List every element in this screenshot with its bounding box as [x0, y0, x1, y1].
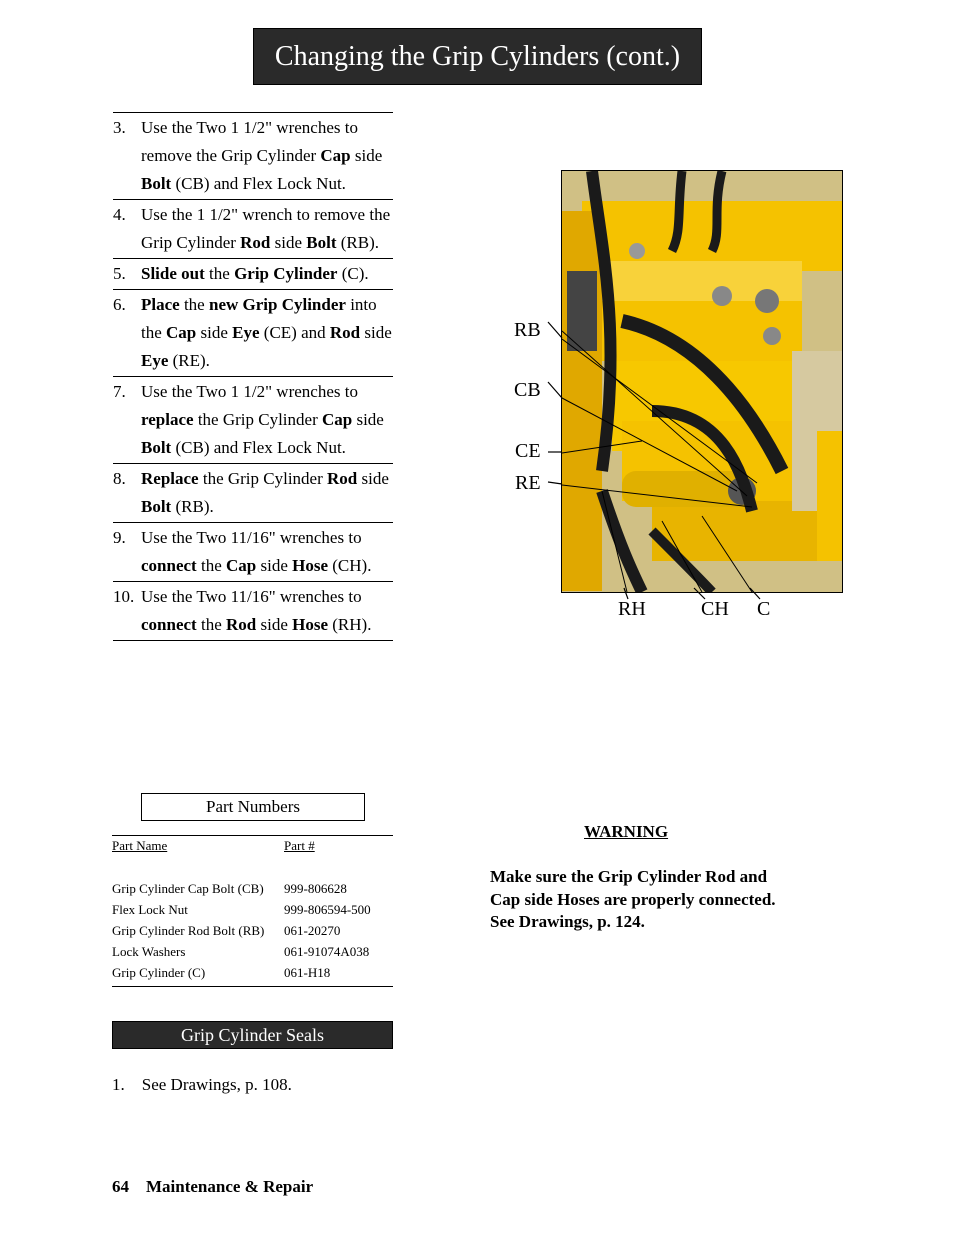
- part-numbers-table: [112, 835, 393, 987]
- step-text-run: (RE).: [168, 351, 210, 370]
- step-text-run: the: [196, 556, 226, 575]
- step-text-bold: new Grip Cylinder: [208, 295, 346, 314]
- grip-cylinder-photo: [561, 170, 843, 593]
- step-text-bold: connect: [141, 556, 197, 575]
- step-text-bold: Rod: [240, 233, 271, 252]
- step-item: [113, 112, 393, 199]
- step-text-run: the: [179, 295, 209, 314]
- step-text-bold: Grip Cylinder: [234, 264, 338, 283]
- step-item: [113, 522, 393, 581]
- step-text-bold: Cap: [166, 323, 197, 342]
- step-text-bold: Rod: [327, 469, 358, 488]
- warning-heading: WARNING: [584, 822, 669, 841]
- step-text-bold: Cap: [226, 556, 257, 575]
- part-name-cell: Lock Washers: [112, 943, 186, 959]
- step-text-bold: Bolt: [141, 438, 172, 457]
- step-item: [113, 581, 393, 641]
- part-number-cell: 061-H18: [284, 964, 331, 980]
- step-text-run: side: [256, 615, 293, 634]
- part-number-cell: 999-806628: [284, 880, 347, 896]
- step-number: 9.: [113, 528, 126, 547]
- step-text: [141, 465, 393, 521]
- step-text-run: side: [350, 146, 383, 165]
- step-text-bold: Slide out: [141, 264, 205, 283]
- table-row: [112, 962, 393, 983]
- part-numbers-heading: Part Numbers: [141, 793, 365, 821]
- step-text-bold: Rod: [226, 615, 257, 634]
- step-text-run: Use the Two 11/16" wrenches to: [141, 528, 362, 547]
- part-name-cell: Grip Cylinder Rod Bolt (RB): [112, 922, 265, 938]
- grip-cylinder-seals-heading: Grip Cylinder Seals: [112, 1021, 393, 1049]
- step-text-bold: Bolt: [141, 497, 172, 516]
- step-number: 3.: [113, 118, 126, 137]
- table-header: [112, 836, 393, 868]
- part-number-cell: 061-91074A038: [284, 943, 370, 959]
- step-text-bold: Replace: [141, 469, 199, 488]
- step-text-run: side: [357, 469, 389, 488]
- step-text-bold: Hose: [292, 615, 329, 634]
- step-text-run: Use the Two 11/16" wrenches to: [141, 587, 362, 606]
- page-title: Changing the Grip Cylinders (cont.): [274, 40, 681, 72]
- step-text-bold: Hose: [292, 556, 329, 575]
- seals-list-item: 1. See Drawings, p. 108.: [112, 1075, 292, 1094]
- table-body: [112, 868, 393, 986]
- label-leader-lines: [540, 310, 570, 510]
- step-text-run: Use the Two 1 1/2" wrenches to: [141, 382, 358, 401]
- step-text-run: Use the Two 1 1/2" wrenches to remove the Grip Cylinder: [141, 118, 358, 165]
- step-text-bold: Bolt: [306, 233, 337, 252]
- step-text-run: the: [204, 264, 235, 283]
- part-number-cell: 999-806594-500: [284, 901, 371, 917]
- step-text-run: the: [196, 615, 226, 634]
- step-text: [141, 291, 393, 375]
- step-text-run: (CB) and Flex Lock Nut.: [171, 174, 346, 193]
- col-part-name: Part Name: [112, 838, 168, 853]
- step-text-bold: Bolt: [141, 174, 172, 193]
- step-text-bold: Eye: [232, 323, 260, 342]
- step-text: [141, 114, 393, 198]
- step-text-bold: replace: [141, 410, 194, 429]
- label-rb: RB: [514, 319, 541, 341]
- step-text-bold: connect: [141, 615, 197, 634]
- part-name-cell: Grip Cylinder (C): [112, 964, 206, 980]
- label-re: RE: [515, 472, 541, 494]
- col-part-number: Part #: [284, 838, 315, 853]
- part-name-cell: Grip Cylinder Cap Bolt (CB): [112, 880, 264, 896]
- step-text: [141, 583, 393, 639]
- step-number: 5.: [113, 264, 126, 283]
- step-text: [141, 260, 393, 288]
- step-text-run: (RB).: [336, 233, 380, 252]
- step-text-run: (CB) and Flex Lock Nut.: [171, 438, 346, 457]
- step-number: 8.: [113, 469, 126, 488]
- step-text-bold: Rod: [329, 323, 361, 342]
- part-name-cell: Flex Lock Nut: [112, 901, 188, 917]
- page-footer: 64 Maintenance & Repair: [112, 1177, 314, 1196]
- table-row: [112, 899, 393, 920]
- steps-list: [113, 112, 393, 641]
- label-ce: CE: [515, 440, 541, 462]
- label-ch: CH: [701, 598, 729, 620]
- step-item: [113, 463, 393, 522]
- step-text: [141, 378, 393, 462]
- step-number: 7.: [113, 382, 126, 401]
- step-text-run: (RH).: [328, 615, 372, 634]
- label-cb: CB: [514, 379, 541, 401]
- step-text-run: (CE) and: [259, 323, 330, 342]
- step-text-run: side: [352, 410, 384, 429]
- step-item: [113, 258, 393, 289]
- step-text-run: the Grip Cylinder: [198, 469, 328, 488]
- step-number: 10.: [113, 587, 135, 606]
- step-item: [113, 376, 393, 463]
- step-text-bold: Eye: [141, 351, 169, 370]
- step-text-run: side: [256, 556, 293, 575]
- step-text-run: side: [360, 323, 392, 342]
- machine-illustration: [562, 171, 842, 592]
- label-c: C: [757, 598, 771, 620]
- table-row: [112, 878, 393, 899]
- step-item: [113, 289, 393, 376]
- step-text-run: into the: [141, 295, 377, 342]
- step-number: 6.: [113, 295, 126, 314]
- step-text: [141, 524, 393, 580]
- step-text-bold: Cap: [320, 146, 351, 165]
- page-title-banner: [253, 28, 702, 85]
- step-text-run: Use the 1 1/2" wrench to remove the Grip Cylinder: [141, 205, 391, 252]
- step-item: [113, 199, 393, 258]
- part-number-cell: 061-20270: [284, 922, 341, 938]
- step-text: [141, 201, 393, 257]
- step-text-run: side: [270, 233, 307, 252]
- table-row: [112, 920, 393, 941]
- step-number: 4.: [113, 205, 126, 224]
- step-text-run: (CH).: [328, 556, 372, 575]
- step-text-run: side: [196, 323, 233, 342]
- step-text-run: the Grip Cylinder: [193, 410, 322, 429]
- step-text-bold: Place: [141, 295, 180, 314]
- warning-text: Make sure the Grip Cylinder Rod and Cap side Hoses are properly connected. See Drawings, p. 124.: [490, 867, 776, 931]
- label-rh: RH: [618, 598, 646, 620]
- step-text-run: (RB).: [171, 497, 214, 516]
- step-text-run: (C).: [337, 264, 369, 283]
- step-text-bold: Cap: [321, 410, 353, 429]
- table-row: [112, 941, 393, 962]
